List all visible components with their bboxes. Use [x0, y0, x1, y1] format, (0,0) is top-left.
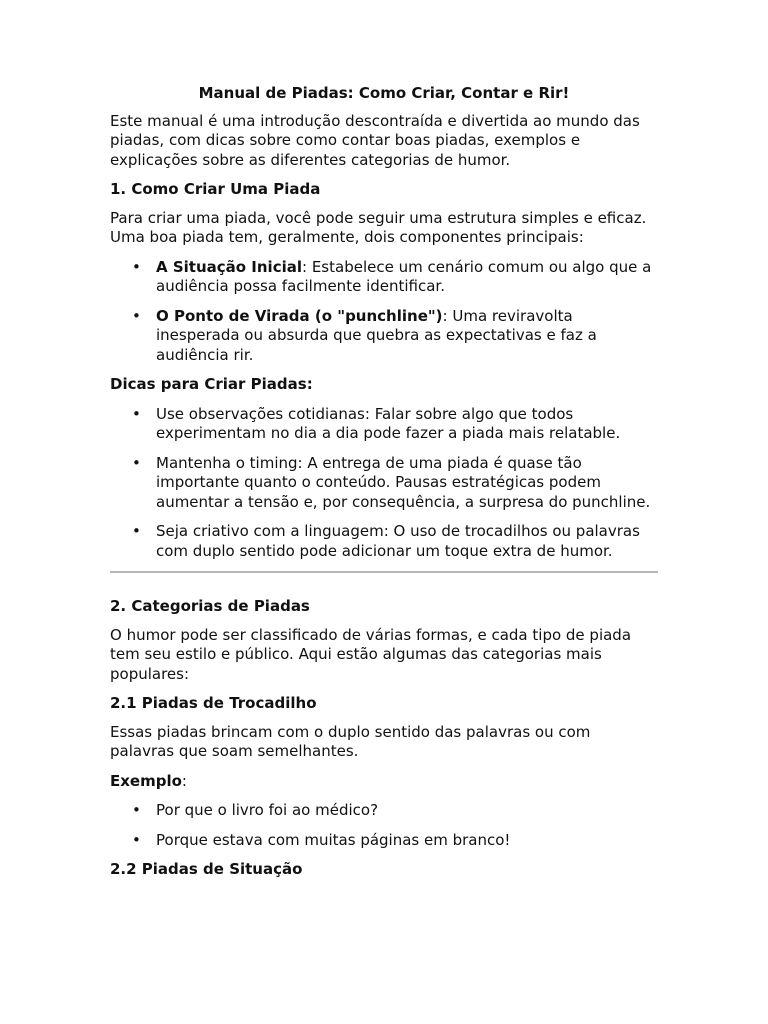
section-divider — [110, 571, 658, 573]
example-label-line — [110, 772, 658, 792]
sub1-paragraph: Essas piadas brincam com o duplo sentido das palavras ou com palavras que soam semelhantes. — [110, 722, 591, 760]
component-term: O Ponto de Virada (o "punchline") — [156, 306, 443, 325]
tips-heading: Dicas para Criar Piadas: — [110, 375, 313, 393]
components-list — [110, 258, 658, 366]
section2-paragraph: O humor pode ser classificado de várias formas, e cada tipo de piada tem seu estilo e público. Aqui estão algumas das categorias mais populares: — [110, 625, 632, 683]
list-item: • Seja criativo com a linguagem: O uso de trocadilhos ou palavras com duplo sentido pode adicionar um toque extra de humor. — [156, 522, 658, 561]
component-text: : Estabelece um cenário comum ou algo que a audiência possa facilmente identificar. — [156, 257, 652, 295]
tips-heading-line — [110, 375, 658, 395]
list-item — [156, 258, 658, 297]
list-item — [156, 307, 658, 366]
example-label: Exemplo — [110, 771, 182, 790]
section1-paragraph: Para criar uma piada, você pode seguir uma estrutura simples e eficaz. Uma boa piada tem, geralmente, dois componentes principais: — [110, 208, 647, 246]
example-colon: : — [181, 771, 187, 790]
subsection-heading-trocadilho: 2.1 Piadas de Trocadilho — [110, 694, 317, 712]
section-heading-como-criar: 1. Como Criar Uma Piada — [110, 180, 321, 198]
component-term: A Situação Inicial — [156, 257, 302, 276]
tips-list — [110, 405, 658, 562]
example-list — [110, 801, 658, 850]
list-item: • Use observações cotidianas: Falar sobre algo que todos experimentam no dia a dia pode fazer a piada mais relatable. — [156, 405, 658, 444]
list-item: • Mantenha o timing: A entrega de uma piada é quase tão importante quanto o conteúdo. Pausas estratégicas podem aumentar a tensão e, por consequência, a surpresa do punchline. — [156, 454, 658, 513]
list-item: • Por que o livro foi ao médico? — [156, 801, 658, 821]
list-item: • Porque estava com muitas páginas em branco! — [156, 831, 658, 851]
section-heading-categorias: 2. Categorias de Piadas — [110, 597, 310, 615]
component-text: : Uma reviravolta inesperada ou absurda que quebra as expectativas e faz a audiência rir. — [156, 306, 597, 364]
subsection-heading-situacao: 2.2 Piadas de Situação — [110, 860, 303, 878]
document-title: Manual de Piadas: Como Criar, Contar e Rir! — [198, 84, 570, 102]
intro-paragraph: Este manual é uma introdução descontraída e divertida ao mundo das piadas, com dicas sobre como contar boas piadas, exemplos e explicações sobre as diferentes categorias de humor. — [110, 111, 640, 169]
document-page — [110, 84, 658, 889]
